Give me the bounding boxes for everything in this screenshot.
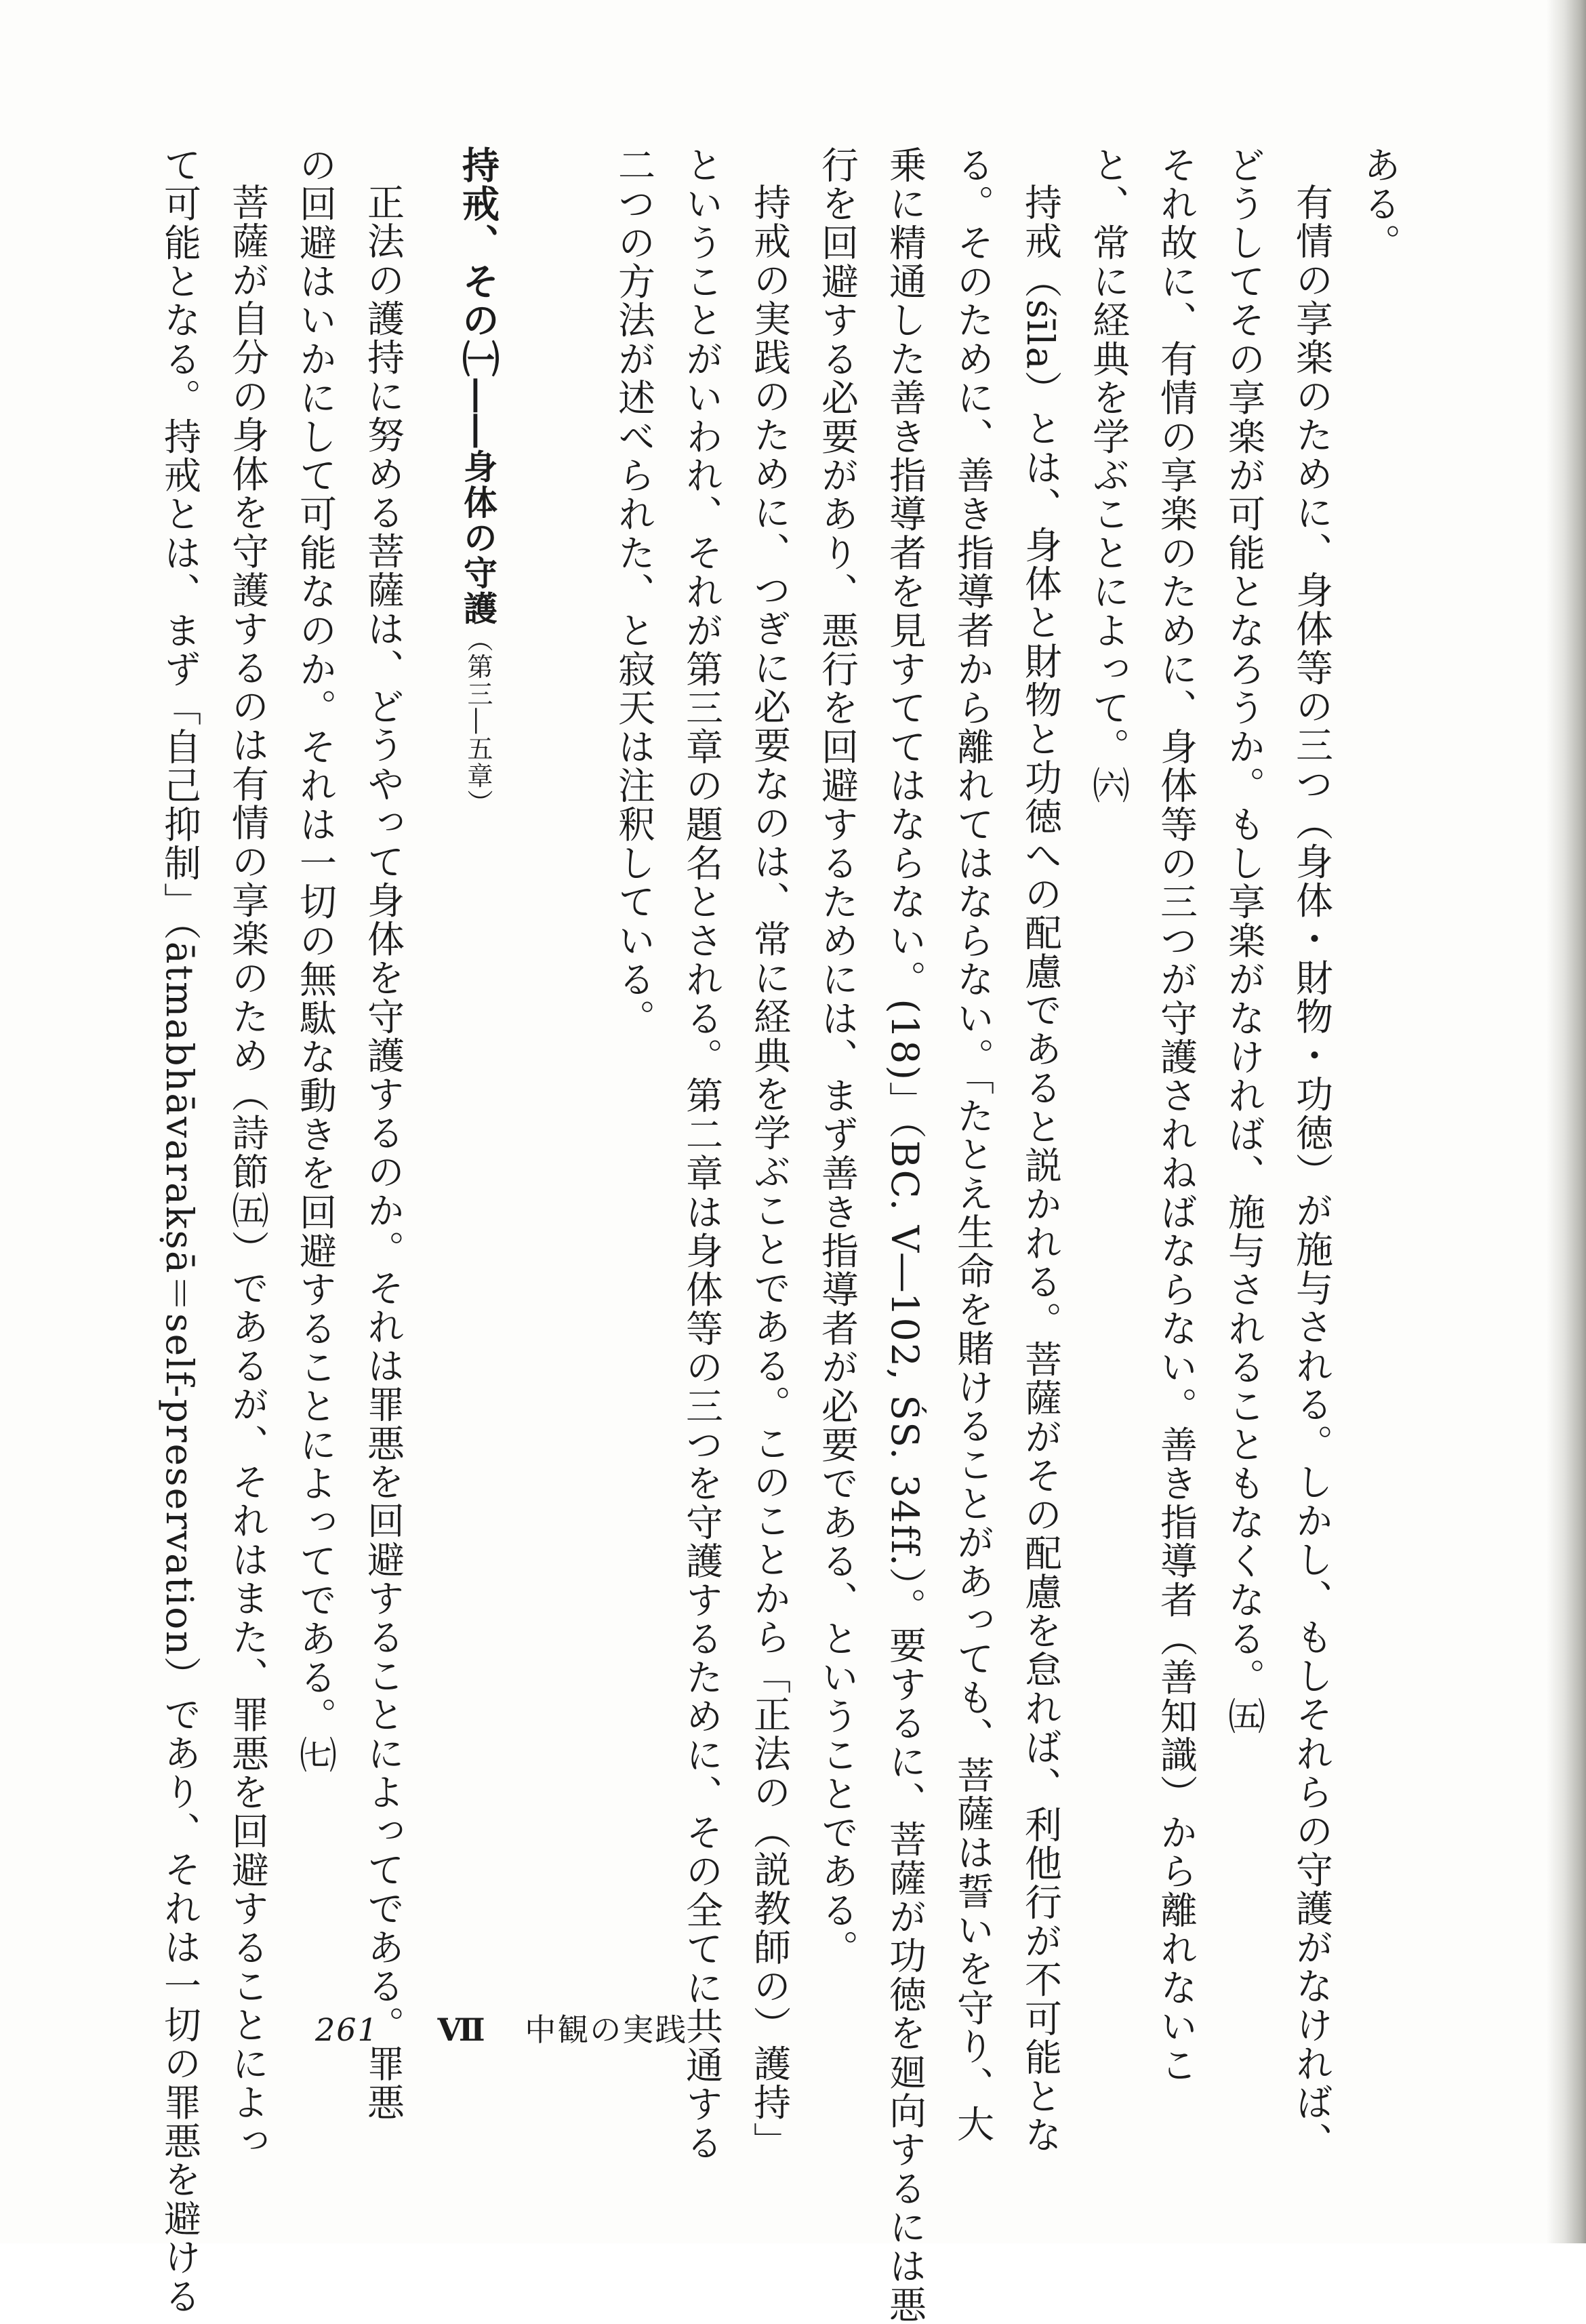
- text-line: 持戒（śīla）とは、身体と財物と功徳への配慮であると説かれる。菩薩がその配慮を怠れば、利他行が不可能とな: [1019, 183, 1062, 2155]
- heading-main: 持戒、その㈠: [456, 146, 500, 379]
- text-line: 乗に精通した善き指導者を見すててはならない。(18)」（BC. V―102, ŚS. 34ff.）。要するに、菩薩が功徳を廻向するには悪: [883, 146, 927, 2324]
- text-line: ある。: [1358, 146, 1401, 262]
- text-line: 有情の享楽のために、身体等の三つ（身体・財物・功徳）が施与される。しかし、もしそれらの守護がなければ、: [1290, 183, 1333, 2161]
- text-line: て可能となる。持戒とは、まず「自己抑制」（ātmabhāvarakṣā＝self-preservation）であり、それは一切の罪悪を避ける: [158, 146, 201, 2316]
- section-heading: [444, 146, 512, 1888]
- page-number: 261: [315, 2011, 379, 2048]
- heading-subtitle: ――身体の守護: [458, 378, 498, 626]
- text-line: それ故に、有情の享楽のために、身体等の三つが守護されねばならない。善き指導者（善知識）から離れないこ: [1154, 146, 1198, 2085]
- text-line: の回避はいかにして可能なのか。それは一切の無駄な動きを回避することによってである。㈦: [293, 146, 337, 1775]
- text-line: 持戒の実践のために、つぎに必要なのは、常に経典を学ぶことである。このことから「正法の（説教師の）護持」: [748, 183, 791, 2161]
- heading-chapter-ref: （第三―五章）: [463, 626, 493, 818]
- text-line: どうしてその享楽が可能となろうか。もし享楽がなければ、施与されることもなくなる。㈤: [1222, 146, 1265, 1736]
- text-line: 行を回避する必要があり、悪行を回避するためには、まず善き指導者が必要である、ということである。: [815, 146, 859, 1969]
- page-edge-shadow: [1547, 0, 1586, 2243]
- chapter-number: Ⅶ: [437, 2011, 487, 2048]
- chapter-title: 中観の実践: [525, 2011, 688, 2048]
- text-line: ということがいわれ、それが第三章の題名とされる。第二章は身体等の三つを守護するために、その全てに共通する: [680, 146, 723, 2163]
- text-line: 正法の護持に努める菩薩は、どうやって身体を守護するのか。それは罪悪を回避することによってである。罪悪: [361, 183, 405, 2122]
- text-line: 菩薩が自分の身体を守護するのは有情の享楽のため（詩節㈤）であるが、それはまた、罪悪を回避することによっ: [226, 183, 269, 2161]
- page-footer: [315, 2005, 687, 2050]
- text-line: 二つの方法が述べられた、と寂天は注釈している。: [612, 146, 655, 1038]
- text-line: る。そのために、善き指導者から離れてはならない。「たとえ生命を賭けることがあっても、菩薩は誓いを守り、大: [951, 146, 994, 2144]
- text-line: と、常に経典を学ぶことによって。㈥: [1086, 146, 1130, 805]
